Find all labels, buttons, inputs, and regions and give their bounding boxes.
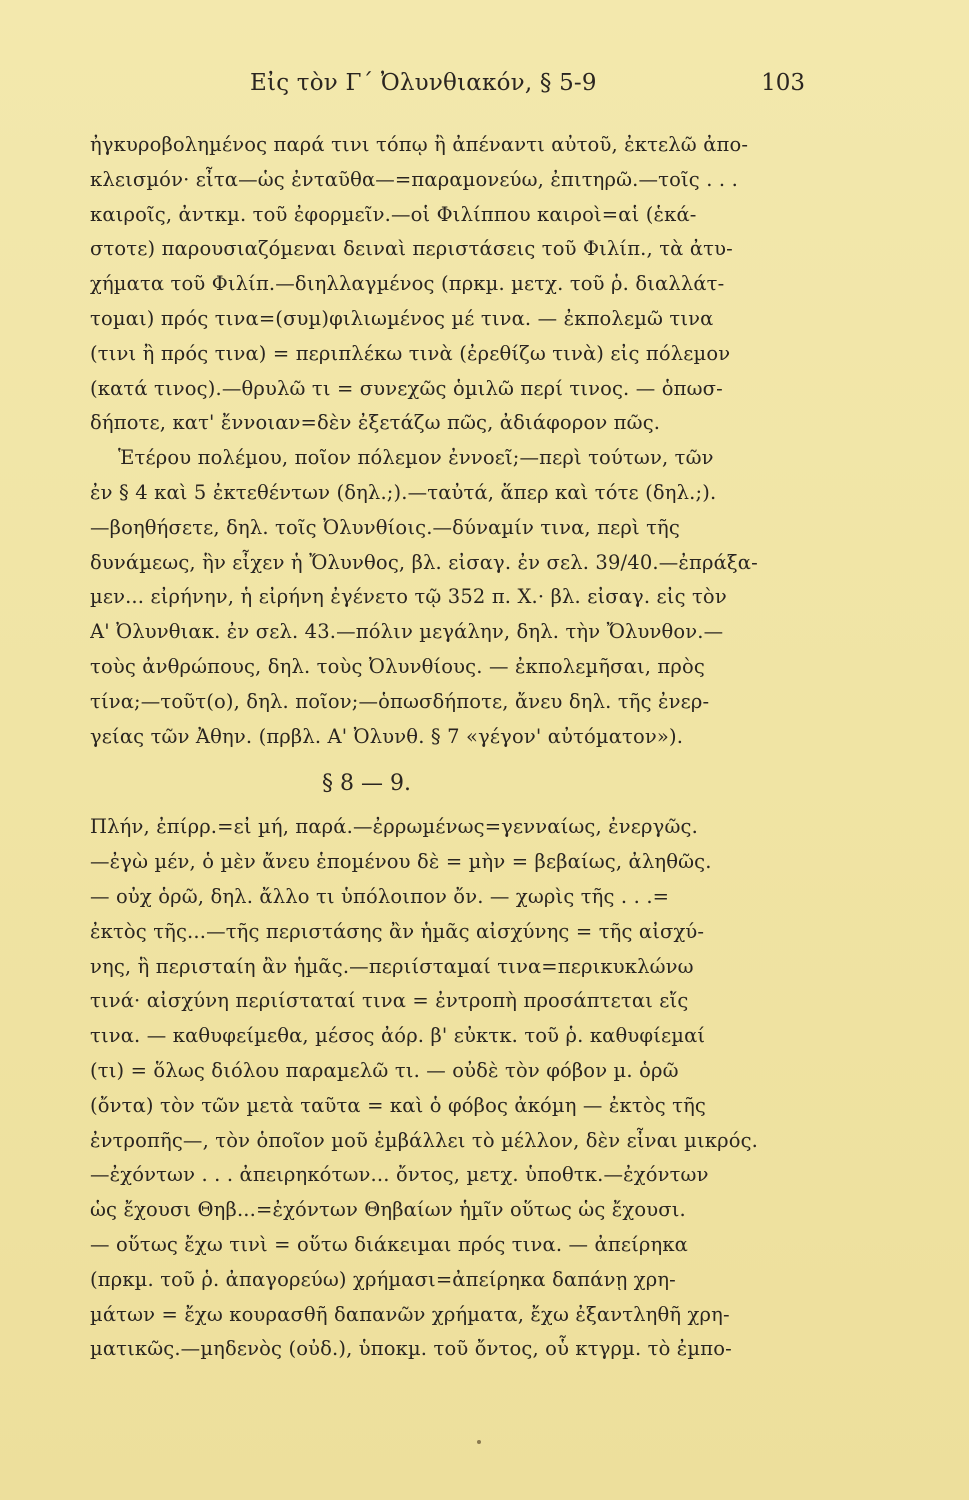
paragraph-1 bbox=[90, 128, 805, 441]
text-line: ἐντροπῆς—, τὸν ὁποῖον µοῦ ἐµβάλλει τὸ µέλλον, δὲν εἶναι µικρός. bbox=[90, 1128, 759, 1152]
text-line: γείας τῶν Ἀθην. (πρβλ. Α' Ὀλυνθ. § 7 «γέγον' αὐτόµατον»). bbox=[90, 724, 684, 748]
commentary-body bbox=[90, 128, 805, 1367]
text-line: ἐκτὸς τῆς...—τῆς περιστάσης ἂν ἡµᾶς αἰσχύνης = τῆς αἰσχύ- bbox=[90, 919, 705, 943]
section-heading: § 8 — 9. bbox=[322, 771, 411, 797]
text-line: στοτε) παρουσιαζόµεναι δειναὶ περιστάσεις τοῦ Φιλίπ., τὰ ἀτυ- bbox=[90, 237, 733, 261]
text-line: τινά· αἰσχύνη περιίσταταί τινα = ἐντροπὴ προσάπτεται εἴς bbox=[90, 989, 689, 1013]
text-line: —ἐχόντων . . . ἀπειρηκότων... ὄντος, µετχ. ὑποθτκ.—ἐχόντων bbox=[90, 1163, 709, 1187]
page-number: 103 bbox=[761, 70, 805, 96]
text-line: (τινι ἢ πρός τινα) = περιπλέκω τινὰ (ἐρεθίζω τινὰ) εἰς πόλεµον bbox=[90, 341, 731, 365]
text-line: ἠγκυροβοληµένος παρά τινι τόπῳ ἢ ἀπέναντι αὐτοῦ, ἐκτελῶ ἀπο- bbox=[90, 133, 749, 156]
running-title: Εἰς τὸν Γ΄ Ὀλυνθιακόν, § 5-9 bbox=[250, 70, 597, 96]
text-line: τοµαι) πρός τινα=(συµ)φιλιωµένος µέ τινα. — ἐκπολεµῶ τινα bbox=[90, 306, 714, 330]
paragraph-2 bbox=[90, 441, 805, 754]
text-line: µεν... εἰρήνην, ἡ εἰρήνη ἐγένετο τῷ 352 π. Χ.· βλ. εἰσαγ. εἰς τὸν bbox=[90, 585, 727, 609]
text-line: Πλήν, ἐπίρρ.=εἰ µή, παρά.—ἐρρωµένως=γενναίως, ἐνεργῶς. bbox=[90, 815, 698, 839]
text-line: τινα. — καθυφείµεθα, µέσος ἀόρ. β' εὐκτκ. τοῦ ῥ. καθυφίεµαί bbox=[90, 1024, 706, 1048]
text-line: τίνα;—τοῦτ(ο), δηλ. ποῖον;—ὁπωσδήποτε, ἄνευ δηλ. τῆς ἐνερ- bbox=[90, 689, 710, 713]
text-line: νης, ἣ περισταίη ἂν ἡµᾶς.—περιίσταµαί τινα=περικυκλώνω bbox=[90, 954, 694, 978]
text-line: χήµατα τοῦ Φιλίπ.—διηλλαγµένος (πρκµ. µετχ. τοῦ ῥ. διαλλάτ- bbox=[90, 272, 725, 296]
text-line: ἐν § 4 καὶ 5 ἐκτεθέντων (δηλ.;).—ταὐτά, ἅπερ καὶ τότε (δηλ.;). bbox=[90, 480, 717, 504]
ink-dot bbox=[477, 1440, 481, 1444]
text-line: (τι) = ὅλως διόλου παραµελῶ τι. — οὐδὲ τὸν φόβον µ. ὁρῶ bbox=[90, 1058, 679, 1082]
text-line: — οὐχ ὁρῶ, δηλ. ἄλλο τι ὑπόλοιπον ὄν. — χωρὶς τῆς . . .= bbox=[90, 884, 670, 908]
text-line: Α' Ὀλυνθιακ. ἐν σελ. 43.—πόλιν µεγάλην, δηλ. τὴν Ὄλυνθον.— bbox=[90, 620, 724, 644]
paragraph-3 bbox=[90, 810, 805, 1367]
text-line: καιροῖς, ἀντκµ. τοῦ ἐφορµεῖν.—οἱ Φιλίππου καιροὶ=αἱ (ἑκά- bbox=[90, 202, 697, 226]
text-line: Ἑτέρου πολέµου, ποῖον πόλεµον ἐννοεῖ;—περὶ τούτων, τῶν bbox=[118, 446, 714, 470]
text-line: —βοηθήσετε, δηλ. τοῖς Ὀλυνθίοις.—δύναµίν τινα, περὶ τῆς bbox=[90, 515, 680, 539]
text-line: µατικῶς.—µηδενὸς (οὐδ.), ὑποκµ. τοῦ ὄντος, οὗ κτγρµ. τὸ ἐµπο- bbox=[90, 1337, 732, 1361]
text-line: (ὄντα) τὸν τῶν µετὰ ταῦτα = καὶ ὁ φόβος ἀκόµη — ἐκτὸς τῆς bbox=[90, 1093, 706, 1117]
text-line: τοὺς ἀνθρώπους, δηλ. τοὺς Ὀλυνθίους. — ἐκπολεµῆσαι, πρὸς bbox=[90, 654, 705, 678]
text-line: δήποτε, κατ' ἔννοιαν=δὲν ἐξετάζω πῶς, ἀδιάφορον πῶς. bbox=[90, 411, 661, 435]
text-line: (πρκµ. τοῦ ῥ. ἀπαγορεύω) χρήµασι=ἀπείρηκα δαπάνῃ χρη- bbox=[90, 1267, 676, 1291]
text-line: —ἐγὼ µέν, ὁ µὲν ἄνευ ἑποµένου δὲ = µὴν = βεβαίως, ἀληθῶς. bbox=[90, 850, 712, 874]
text-line: δυνάµεως, ἣν εἶχεν ἡ Ὄλυνθος, βλ. εἰσαγ. ἐν σελ. 39/40.—ἐπράξα- bbox=[90, 550, 758, 574]
text-line: κλεισµόν· εἶτα—ὡς ἐνταῦθα—=παραµονεύω, ἐπιτηρῶ.—τοῖς . . . bbox=[90, 167, 738, 191]
text-line: (κατά τινος).—θρυλῶ τι = συνεχῶς ὁµιλῶ περί τινος. — ὁπωσ- bbox=[90, 376, 723, 400]
text-line: µάτων = ἔχω κουρασθῆ δαπανῶν χρήµατα, ἔχω ἐξαντληθῆ χρη- bbox=[90, 1302, 730, 1326]
page-header bbox=[90, 70, 805, 110]
text-line: — οὕτως ἔχω τινὶ = οὕτω διάκειµαι πρός τινα. — ἀπείρηκα bbox=[90, 1232, 688, 1256]
text-line: ὡς ἔχουσι Θηβ...=ἐχόντων Θηβαίων ἡµῖν οὕτως ὡς ἔχουσι. bbox=[90, 1198, 686, 1222]
